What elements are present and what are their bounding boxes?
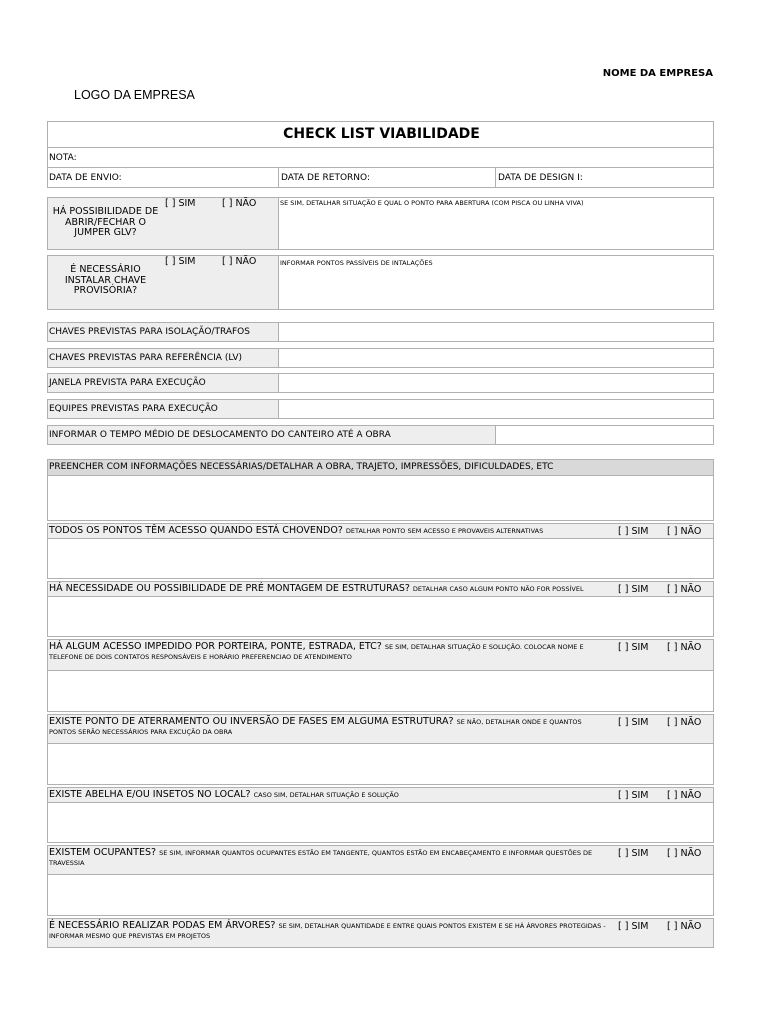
question-ocupantes-answer[interactable] — [47, 874, 714, 916]
question-ocupantes-header — [47, 845, 714, 875]
data-envio-field[interactable] — [47, 167, 279, 188]
question-chuva-sim[interactable]: [ ] SIM — [618, 526, 649, 537]
janela-label: JANELA PREVISTA PARA EXECUÇÃO — [49, 378, 206, 388]
referencia-label-cell — [47, 348, 279, 368]
chave-question-cell — [47, 255, 279, 310]
jumper-detail-field[interactable] — [278, 197, 714, 250]
nota-field[interactable] — [47, 147, 714, 168]
question-abelha-answer[interactable] — [47, 802, 714, 843]
question-chuva-header — [47, 523, 714, 539]
question-abelha-nao[interactable]: [ ] NÃO — [667, 790, 702, 801]
question-premontagem-nao[interactable]: [ ] NÃO — [667, 584, 702, 595]
question-premontagem-header — [47, 581, 714, 597]
jumper-question: HÁ POSSIBILIDADE DE ABRIR/FECHAR O JUMPER GLV? — [52, 206, 159, 238]
question-abelha-sim[interactable]: [ ] SIM — [618, 790, 649, 801]
isolacao-label-cell — [47, 322, 279, 342]
chave-detail-hint: INFORMAR PONTOS PASSÍVEIS DE INTALAÇÕES — [280, 259, 433, 267]
tempo-input[interactable] — [495, 425, 714, 445]
jumper-sim-checkbox[interactable]: [ ] SIM — [165, 198, 196, 209]
question-acesso-header — [47, 639, 714, 671]
jumper-question-cell — [47, 197, 279, 250]
company-name: NOME DA EMPRESA — [602, 68, 713, 79]
isolacao-input[interactable] — [278, 322, 714, 342]
question-premontagem-text: HÁ NECESSIDADE OU POSSIBILIDADE DE PRÉ MONTAGEM DE ESTRUTURAS? DETALHAR CASO ALGUM PONTO NÃO FOR POSSÍVEL — [49, 583, 584, 594]
data-design-field[interactable] — [495, 167, 714, 188]
data-design-label: DATA DE DESIGN I: — [498, 173, 583, 183]
tempo-label-cell — [47, 425, 496, 445]
question-ocupantes-nao[interactable]: [ ] NÃO — [667, 848, 702, 859]
question-abelha-header — [47, 787, 714, 803]
question-podas-text: É NECESSÁRIO REALIZAR PODAS EM ÁRVORES? SE SIM, DETALHAR QUANTIDADE E ENTRE QUAIS PONTOS EXISTEM E SE HÁ ÁRVORES PROTEGIDAS - INFORMAR MESMO QUE PREVISTAS EM PROJETOS — [49, 920, 606, 940]
title-row — [47, 121, 714, 148]
form-title: CHECK LIST VIABILIDADE — [283, 126, 480, 142]
question-chuva-text: TODOS OS PONTOS TÊM ACESSO QUANDO ESTÁ CHOVENDO? DETALHAR PONTO SEM ACESSO E PROVAVEIS ALTERNATIVAS — [49, 525, 544, 536]
company-logo-placeholder: LOGO DA EMPRESA — [74, 88, 195, 102]
question-podas-nao[interactable]: [ ] NÃO — [667, 921, 702, 932]
question-acesso-sim[interactable]: [ ] SIM — [618, 642, 649, 653]
referencia-label: CHAVES PREVISTAS PARA REFERÊNCIA (LV) — [49, 353, 243, 363]
jumper-detail-hint: SE SIM, DETALHAR SITUAÇÃO E QUAL O PONTO PARA ABERTURA (COM PISCA OU LINHA VIVA) — [280, 199, 584, 207]
equipes-label-cell — [47, 399, 279, 419]
question-premontagem-sim[interactable]: [ ] SIM — [618, 584, 649, 595]
question-aterramento-header — [47, 714, 714, 744]
equipes-label: EQUIPES PREVISTAS PARA EXECUÇÃO — [49, 404, 218, 414]
question-aterramento-answer[interactable] — [47, 743, 714, 785]
question-aterramento-sim[interactable]: [ ] SIM — [618, 717, 649, 728]
chave-detail-field[interactable] — [278, 255, 714, 310]
question-chuva-nao[interactable]: [ ] NÃO — [667, 526, 702, 537]
question-abelha-text: EXISTE ABELHA E/OU INSETOS NO LOCAL? CASO SIM, DETALHAR SITUAÇÃO E SOLUÇÃO — [49, 789, 399, 800]
question-acesso-answer[interactable] — [47, 670, 714, 712]
referencia-input[interactable] — [278, 348, 714, 368]
tempo-label: INFORMAR O TEMPO MÉDIO DE DESLOCAMENTO DO CANTEIRO ATÉ A OBRA — [49, 430, 391, 440]
chave-sim-checkbox[interactable]: [ ] SIM — [165, 256, 196, 267]
question-podas-header — [47, 918, 714, 948]
isolacao-label: CHAVES PREVISTAS PARA ISOLAÇÃO/TRAFOS — [49, 327, 250, 337]
data-retorno-label: DATA DE RETORNO: — [281, 173, 370, 183]
question-aterramento-text: EXISTE PONTO DE ATERRAMENTO OU INVERSÃO DE FASES EM ALGUMA ESTRUTURA? SE NÃO, DETALHAR ONDE E QUANTOS PONTOS SERÃO NECESSÁRIOS PARA EXCUÇÃO DA OBRA — [49, 716, 582, 736]
question-podas-sim[interactable]: [ ] SIM — [618, 921, 649, 932]
question-chuva-answer[interactable] — [47, 538, 714, 579]
nota-label: NOTA: — [49, 153, 77, 163]
question-ocupantes-text: EXISTEM OCUPANTES? SE SIM, INFORMAR QUANTOS OCUPANTES ESTÃO EM TANGENTE, QUANTOS ESTÃO EM ENCABEÇAMENTO E INFORMAR QUESTÕES DE TRAVESSIA — [49, 847, 593, 867]
question-ocupantes-sim[interactable]: [ ] SIM — [618, 848, 649, 859]
chave-nao-checkbox[interactable]: [ ] NÃO — [222, 256, 257, 267]
preencher-textarea[interactable] — [47, 475, 714, 521]
data-envio-label: DATA DE ENVIO: — [49, 173, 122, 183]
equipes-input[interactable] — [278, 399, 714, 419]
data-retorno-field[interactable] — [278, 167, 496, 188]
question-acesso-nao[interactable]: [ ] NÃO — [667, 642, 702, 653]
chave-question: É NECESSÁRIO INSTALAR CHAVE PROVISÓRIA? — [64, 264, 147, 296]
jumper-nao-checkbox[interactable]: [ ] NÃO — [222, 198, 257, 209]
preencher-header — [47, 459, 714, 476]
janela-label-cell — [47, 373, 279, 393]
janela-input[interactable] — [278, 373, 714, 393]
preencher-label: PREENCHER COM INFORMAÇÕES NECESSÁRIAS/DETALHAR A OBRA, TRAJETO, IMPRESSÕES, DIFICULDADES, ETC — [49, 462, 554, 472]
question-acesso-text: HÁ ALGUM ACESSO IMPEDIDO POR PORTEIRA, PONTE, ESTRADA, ETC? SE SIM, DETALHAR SITUAÇÃO E SOLUÇÃO. COLOCAR NOME E TELEFONE DE DOIS CONTATOS RESPONSÁVEIS E HORÁRIO PREFERENCIAO DE ATENDIMENTO — [49, 641, 584, 661]
question-aterramento-nao[interactable]: [ ] NÃO — [667, 717, 702, 728]
question-premontagem-answer[interactable] — [47, 596, 714, 637]
